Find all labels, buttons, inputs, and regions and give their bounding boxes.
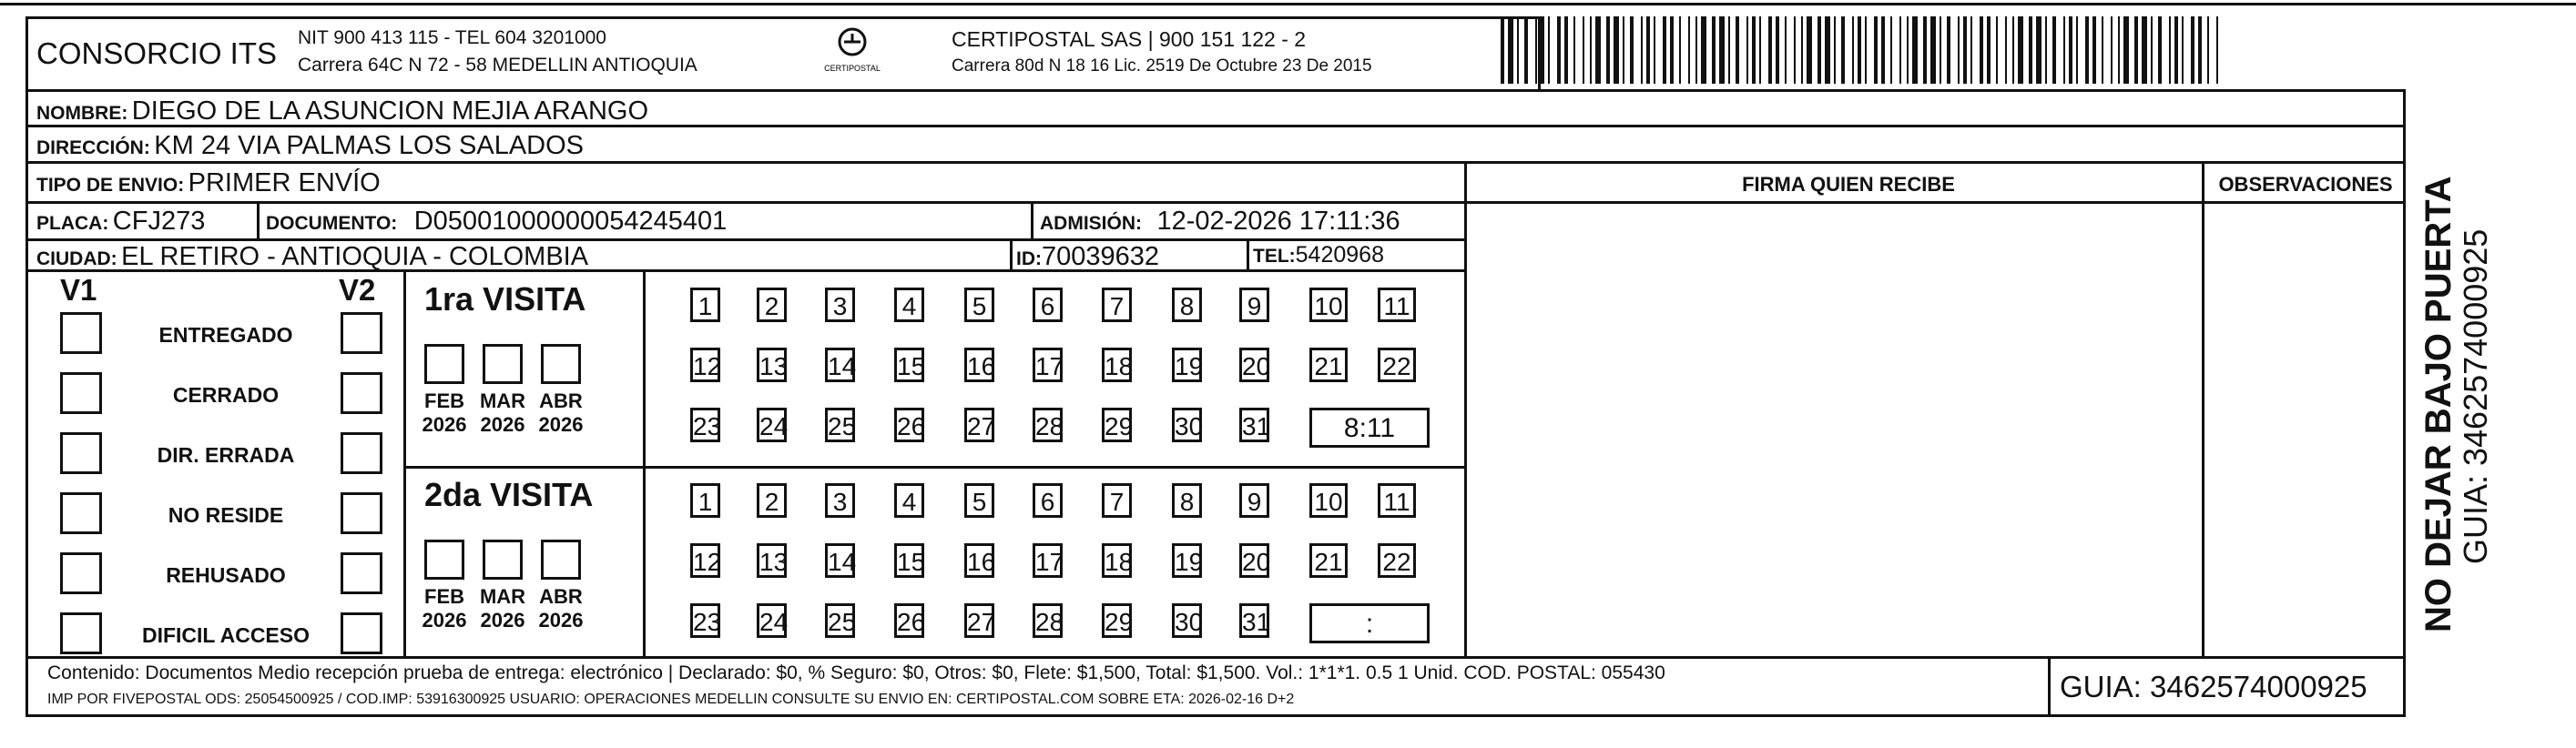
day-checkbox[interactable]: 8: [1172, 288, 1202, 322]
barcode-bar: [1852, 16, 1854, 84]
month-year: 2026: [480, 413, 525, 436]
col-divider-firma: [1464, 161, 1467, 658]
status-label: NO RESIDE: [168, 503, 284, 527]
day-checkbox[interactable]: 31: [1239, 603, 1269, 638]
barcode-bar: [1712, 16, 1716, 84]
v2-checkbox[interactable]: [341, 312, 382, 354]
day-checkbox[interactable]: 20: [1239, 543, 1269, 578]
col-divider-placa: [257, 201, 260, 238]
barcode-bar: [1535, 16, 1537, 84]
barcode-bar: [1801, 16, 1803, 84]
barcode-bar: [2092, 16, 2096, 84]
placa-value: CFJ273: [112, 207, 206, 236]
barcode-bar: [1679, 16, 1681, 84]
barcode-bar: [2158, 16, 2162, 84]
nombre-label: NOMBRE:: [36, 103, 128, 124]
barcode-bar: [1970, 16, 1972, 84]
status-label: CERRADO: [172, 383, 280, 407]
col-divider-tel: [1247, 238, 1249, 269]
barcode-bar: [1583, 16, 1584, 84]
barcode-bar: [1728, 16, 1730, 84]
day-checkbox[interactable]: 24: [757, 603, 787, 638]
barcode-bar: [1548, 16, 1550, 84]
barcode-bar: [2111, 16, 2113, 84]
barcode-bar: [1564, 16, 1568, 84]
month-checkbox[interactable]: [424, 540, 464, 580]
day-checkbox[interactable]: 4: [894, 483, 924, 518]
barcode-bar: [2076, 16, 2078, 84]
day-checkbox[interactable]: 20: [1239, 348, 1269, 382]
barcode-bar: [2182, 16, 2184, 84]
tel-value: 5420968: [1295, 242, 1384, 268]
day-checkbox[interactable]: 6: [1033, 483, 1063, 518]
month-name: ABR: [539, 585, 583, 608]
barcode-bar: [1881, 16, 1885, 84]
day-checkbox[interactable]: 5: [964, 483, 994, 518]
day-checkbox[interactable]: 11: [1378, 288, 1416, 322]
day-checkbox[interactable]: 22: [1378, 543, 1416, 578]
documento-value: D05001000000054245401: [413, 207, 728, 236]
barcode-bar: [1614, 16, 1619, 84]
id-row: [1016, 242, 1159, 272]
row-divider: [25, 201, 2406, 204]
barcode-bar: [1980, 16, 1983, 84]
tipo-value: PRIMER ENVÍO: [188, 168, 381, 197]
barcode-bar: [1646, 16, 1650, 84]
footer-contenido: Contenido: Documentos Medio recepción prueba de entrega: electrónico | Declarado: $0, % Seguro: $0, Otros: $0, Flete: $1,500, Total: $1,500. Vol.: 1*1*1. 0.5 1 Unid. COD. POSTAL: 055430: [47, 662, 1665, 683]
day-checkbox[interactable]: 27: [964, 603, 994, 638]
barcode-bar: [2169, 16, 2171, 84]
day-checkbox[interactable]: 18: [1102, 543, 1132, 578]
firma-header: FIRMA QUIEN RECIBE: [1742, 173, 1955, 196]
barcode-bar: [1899, 16, 1901, 84]
month-checkbox[interactable]: [541, 540, 581, 580]
ciudad-value: EL RETIRO - ANTIOQUIA - COLOMBIA: [121, 242, 589, 271]
day-checkbox[interactable]: 27: [964, 408, 994, 442]
col-divider-footer-guia: [2048, 656, 2051, 717]
id-value: 70039632: [1042, 242, 1160, 271]
barcode-bar: [1557, 16, 1561, 84]
status-label: DIFICIL ACCESO: [141, 623, 310, 647]
col-divider-observaciones: [2202, 161, 2204, 658]
day-checkbox[interactable]: 21: [1309, 543, 1348, 578]
v1-checkbox[interactable]: [60, 552, 102, 594]
barcode-bar: [1907, 16, 1909, 84]
status-label: REHUSADO: [166, 563, 286, 587]
barcode-bar: [1912, 16, 1918, 84]
barcode-bar: [1890, 16, 1892, 84]
admision-row: [1040, 207, 1400, 237]
company-line-1: NIT 900 413 115 - TEL 604 3201000: [298, 27, 606, 48]
placa-row: [36, 207, 205, 237]
barcode-bar: [1947, 16, 1950, 84]
day-checkbox[interactable]: 7: [1102, 288, 1132, 322]
day-checkbox[interactable]: 9: [1239, 483, 1269, 518]
day-checkbox[interactable]: 10: [1309, 483, 1348, 518]
barcode-bar: [2029, 16, 2032, 84]
nombre-value: DIEGO DE LA ASUNCION MEJIA ARANGO: [131, 96, 649, 126]
day-checkbox[interactable]: 5: [964, 288, 994, 322]
direccion-value: KM 24 VIA PALMAS LOS SALADOS: [154, 131, 585, 160]
barcode-bar: [2036, 16, 2041, 84]
barcode-bar: [1517, 16, 1519, 84]
barcode-bar: [1963, 16, 1967, 84]
v2-checkbox[interactable]: [341, 612, 382, 654]
visit-title: 2da VISITA: [424, 476, 594, 513]
month-name: MAR: [479, 389, 526, 412]
barcode-bar: [1825, 16, 1830, 84]
top-edge-line: [0, 3, 2576, 5]
nombre-row: [36, 96, 648, 126]
barcode-bar: [1623, 16, 1624, 84]
company-line-2: Carrera 64C N 72 - 58 MEDELLIN ANTIOQUIA: [298, 55, 697, 76]
day-checkbox[interactable]: 25: [825, 603, 855, 638]
month-year: 2026: [422, 609, 467, 632]
side-guia: GUIA: 3462574000925: [2457, 228, 2494, 564]
day-checkbox[interactable]: 26: [894, 408, 924, 442]
day-checkbox[interactable]: 23: [690, 408, 720, 442]
barcode-bar: [1768, 16, 1772, 84]
month-label: [475, 389, 530, 437]
day-checkbox[interactable]: 10: [1309, 288, 1348, 322]
day-checkbox[interactable]: 6: [1033, 288, 1063, 322]
day-checkbox[interactable]: 2: [757, 483, 787, 518]
day-checkbox[interactable]: 19: [1172, 543, 1202, 578]
tel-row: [1253, 242, 1384, 268]
month-checkbox[interactable]: [424, 344, 464, 384]
barcode-bar: [2012, 16, 2014, 84]
barcode-bar: [1759, 16, 1761, 84]
day-checkbox[interactable]: 28: [1033, 408, 1063, 442]
col-divider-id: [1010, 238, 1013, 269]
day-checkbox[interactable]: 25: [825, 408, 855, 442]
ciudad-label: CIUDAD:: [36, 248, 117, 269]
day-checkbox[interactable]: 13: [757, 543, 787, 578]
day-checkbox[interactable]: 4: [894, 288, 924, 322]
barcode-bar: [1654, 16, 1655, 84]
barcode-bar: [2191, 16, 2194, 84]
day-checkbox[interactable]: 14: [825, 543, 855, 578]
direccion-row: [36, 131, 584, 161]
barcode-bar: [1785, 16, 1787, 84]
visit-time-box[interactable]: :: [1309, 603, 1430, 643]
v1-header: V1: [60, 273, 97, 307]
row-divider: [25, 161, 2406, 164]
day-checkbox[interactable]: 7: [1102, 483, 1132, 518]
day-checkbox[interactable]: 8: [1172, 483, 1202, 518]
v1-checkbox[interactable]: [60, 312, 102, 354]
day-checkbox[interactable]: 1: [690, 483, 720, 518]
v1-checkbox[interactable]: [60, 612, 102, 654]
visit-title: 1ra VISITA: [424, 280, 586, 318]
barcode-bar: [1940, 16, 1941, 84]
barcode-bar: [1524, 16, 1528, 84]
barcode-bar: [1817, 16, 1821, 84]
barcode-bar: [2063, 16, 2065, 84]
v1-checkbox[interactable]: [60, 492, 102, 534]
day-checkbox[interactable]: 30: [1172, 408, 1202, 442]
tipo-row: [36, 168, 381, 198]
v2-checkbox[interactable]: [341, 552, 382, 594]
month-name: MAR: [479, 585, 526, 608]
day-checkbox[interactable]: 31: [1239, 408, 1269, 442]
month-year: 2026: [538, 609, 584, 632]
barcode-bar: [1858, 16, 1861, 84]
barcode-bar: [1541, 16, 1544, 84]
day-checkbox[interactable]: 17: [1033, 348, 1063, 382]
barcode-bar: [2174, 16, 2178, 84]
barcode-bar: [1841, 16, 1845, 84]
barcode-bar: [1776, 16, 1779, 84]
logo-text: CERTIPOSTAL: [824, 64, 881, 73]
v2-header: V2: [339, 273, 376, 307]
month-label: [534, 389, 588, 437]
day-checkbox[interactable]: 12: [690, 348, 720, 382]
barcode-bar: [1958, 16, 1960, 84]
barcode-bar: [2198, 16, 2202, 84]
observaciones-header: OBSERVACIONES: [2218, 173, 2393, 196]
v1-checkbox[interactable]: [60, 372, 102, 414]
barcode-bar: [2085, 16, 2089, 84]
month-checkbox[interactable]: [483, 344, 523, 384]
admision-value: 12-02-2026 17:11:36: [1156, 207, 1400, 236]
v2-checkbox[interactable]: [341, 372, 382, 414]
certipostal-logo: [820, 24, 885, 78]
day-checkbox[interactable]: 11: [1378, 483, 1416, 518]
month-checkbox[interactable]: [541, 344, 581, 384]
barcode-bar: [2123, 16, 2129, 84]
barcode-bar: [1606, 16, 1610, 84]
barcode-bar: [2118, 16, 2120, 84]
month-year: 2026: [480, 609, 525, 632]
footer-impresion: IMP POR FIVEPOSTAL ODS: 25054500925 / COD.IMP: 53916300925 USUARIO: OPERACIONES MEDELLIN CONSULTE SU ENVIO EN: CERTIPOSTAL.COM SOBRE ETA: 2026-02-16 D+2: [47, 692, 1295, 707]
day-checkbox[interactable]: 17: [1033, 543, 1063, 578]
barcode-bar: [1874, 16, 1878, 84]
month-year: 2026: [538, 413, 584, 436]
day-checkbox[interactable]: 16: [964, 348, 994, 382]
barcode-bar: [2052, 16, 2056, 84]
tel-label: TEL:: [1253, 246, 1296, 267]
col-divider-admision: [1031, 201, 1033, 238]
carrier-line-2: Carrera 80d N 18 16 Lic. 2519 De Octubre 23 De 2015: [952, 56, 1372, 76]
barcode-bar: [1508, 16, 1513, 84]
day-checkbox[interactable]: 15: [894, 348, 924, 382]
barcode-bar: [1595, 16, 1601, 84]
month-label: [475, 585, 530, 632]
day-checkbox[interactable]: 1: [690, 288, 720, 322]
admision-label: ADMISIÓN:: [1040, 213, 1142, 234]
direccion-label: DIRECCIÓN:: [36, 137, 150, 158]
barcode-bar: [1701, 16, 1706, 84]
day-checkbox[interactable]: 21: [1309, 348, 1348, 382]
col-divider-visit: [643, 269, 646, 656]
day-checkbox[interactable]: 23: [690, 603, 720, 638]
barcode-bar: [1746, 16, 1748, 84]
barcode-bar: [1865, 16, 1867, 84]
barcode-bar: [2005, 16, 2007, 84]
barcode-bar: [1501, 16, 1504, 84]
day-checkbox[interactable]: 22: [1378, 348, 1416, 382]
barcode-bar: [1996, 16, 1998, 84]
barcode-bar: [2207, 16, 2209, 84]
status-label: DIR. ERRADA: [157, 443, 295, 467]
day-checkbox[interactable]: 18: [1102, 348, 1132, 382]
month-name: ABR: [539, 389, 583, 412]
barcode-bar: [1736, 16, 1739, 84]
barcode-bar: [1930, 16, 1936, 84]
day-checkbox[interactable]: 19: [1172, 348, 1202, 382]
v2-checkbox[interactable]: [341, 432, 382, 474]
day-checkbox[interactable]: 12: [690, 543, 720, 578]
barcode-bar: [2018, 16, 2023, 84]
day-checkbox[interactable]: 3: [825, 483, 855, 518]
barcode-bar: [1573, 16, 1575, 84]
month-name: FEB: [424, 389, 464, 412]
barcode-bar: [2216, 16, 2218, 84]
v2-checkbox[interactable]: [341, 492, 382, 534]
id-label: ID:: [1016, 248, 1042, 269]
barcode: [1501, 16, 2227, 84]
barcode-bar: [2134, 16, 2138, 84]
barcode-bar: [1695, 16, 1697, 84]
barcode-bar: [2151, 16, 2153, 84]
barcode-bar: [1641, 16, 1643, 84]
month-label: [534, 585, 588, 632]
barcode-bar: [1719, 16, 1725, 84]
side-warning: NO DEJAR BAJO PUERTA: [2418, 176, 2459, 632]
visit-divider: [403, 466, 1464, 469]
day-checkbox[interactable]: 13: [757, 348, 787, 382]
v1-checkbox[interactable]: [60, 432, 102, 474]
barcode-bar: [1663, 16, 1666, 84]
barcode-bar: [1794, 16, 1796, 84]
month-label: [417, 389, 472, 437]
status-label: ENTREGADO: [158, 323, 293, 347]
day-checkbox[interactable]: 28: [1033, 603, 1063, 638]
barcode-bar: [1688, 16, 1690, 84]
barcode-bar: [1987, 16, 1991, 84]
month-checkbox[interactable]: [483, 540, 523, 580]
documento-label: DOCUMENTO:: [266, 213, 398, 234]
day-checkbox[interactable]: 3: [825, 288, 855, 322]
barcode-bar: [1670, 16, 1674, 84]
day-checkbox[interactable]: 29: [1102, 408, 1132, 442]
day-checkbox[interactable]: 26: [894, 603, 924, 638]
carrier-line-1: CERTIPOSTAL SAS | 900 151 122 - 2: [952, 27, 1307, 51]
barcode-bar: [1630, 16, 1634, 84]
day-checkbox[interactable]: 2: [757, 288, 787, 322]
col-divider-status: [403, 269, 406, 656]
barcode-bar: [1923, 16, 1927, 84]
day-checkbox[interactable]: 29: [1102, 603, 1132, 638]
footer-guia: GUIA: 3462574000925: [2060, 670, 2367, 703]
day-checkbox[interactable]: 30: [1172, 603, 1202, 638]
barcode-bar: [1807, 16, 1812, 84]
barcode-bar: [1590, 16, 1592, 84]
day-checkbox[interactable]: 16: [964, 543, 994, 578]
month-name: FEB: [424, 585, 464, 608]
month-year: 2026: [422, 413, 467, 436]
barcode-bar: [2069, 16, 2072, 84]
placa-label: PLACA:: [36, 213, 109, 234]
barcode-bar: [2102, 16, 2103, 84]
tipo-label: TIPO DE ENVIO:: [36, 175, 185, 196]
day-checkbox[interactable]: 9: [1239, 288, 1269, 322]
company-name: CONSORCIO ITS: [36, 36, 278, 70]
month-label: [417, 585, 472, 632]
day-checkbox[interactable]: 14: [825, 348, 855, 382]
ciudad-row: [36, 242, 588, 272]
barcode-bar: [2142, 16, 2147, 84]
barcode-bar: [2045, 16, 2047, 84]
day-checkbox[interactable]: 24: [757, 408, 787, 442]
day-checkbox[interactable]: 15: [894, 543, 924, 578]
barcode-bar: [1834, 16, 1836, 84]
visit-time-box[interactable]: 8:11: [1309, 408, 1430, 448]
barcode-bar: [1752, 16, 1756, 84]
documento-row: [266, 207, 727, 237]
